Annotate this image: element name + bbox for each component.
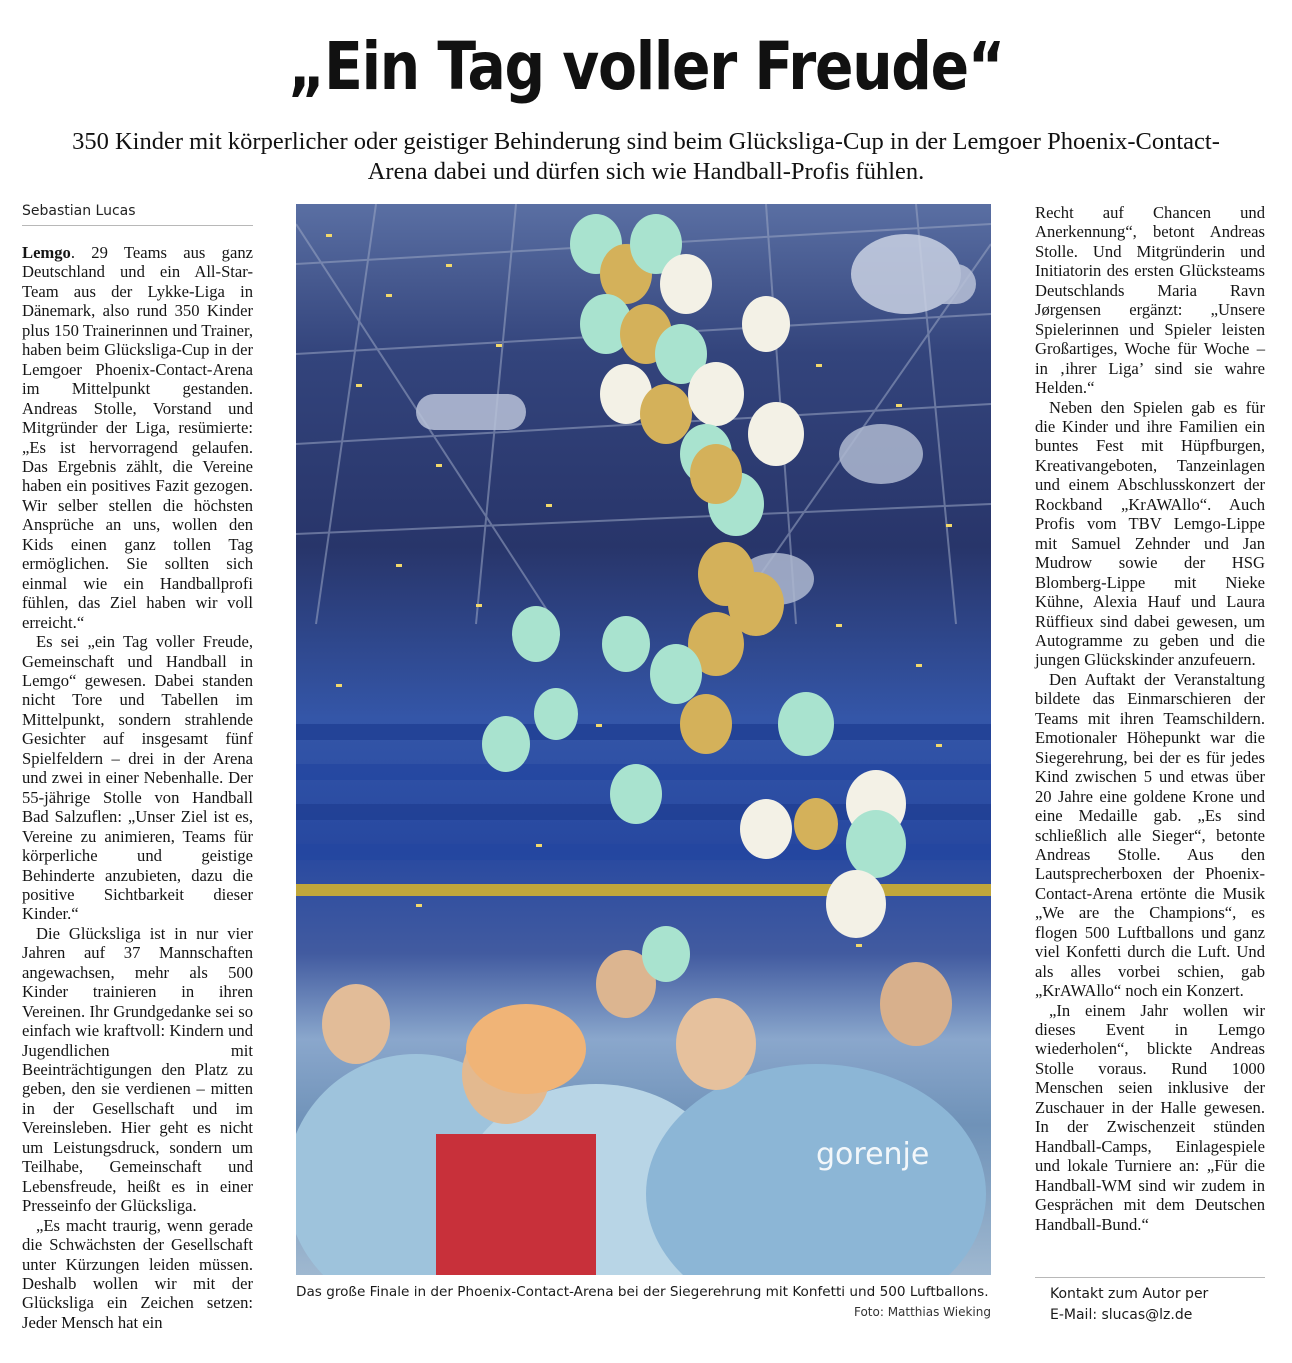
subheadline: 350 Kinder mit körperlicher oder geistiger Behinderung sind beim Glücksliga-Cup in der Lemgoer Phoenix-Contact-Arena dabei und dürfen sich wie Handball-Profis fühlen. — [72, 128, 1220, 185]
contact-divider — [1035, 1277, 1265, 1278]
article-paragraph: Die Glücksliga ist in nur vier Jahren auf 37 Mannschaften angewachsen, mehr als 500 Kinder trainieren in ihren Vereinen. Ihr Grundgedanke sei so einfach wie kraftvoll: Kindern und Jugendlichen mit Beeinträchtigungen den Platz zu geben, den sie verdienen – mitten in der Gesellschaft und im Vereinsleben. Hier geht es nicht um Leistungsdruck, sondern um Teilhabe, Gemeinschaft und Lebensfreude, heißt es in einer Presseinfo der Glücksliga. — [22, 923, 253, 1216]
article-paragraph: Neben den Spielen gab es für die Kinder und ihre Familien ein buntes Fest mit Hüpfburgen, Kreativangeboten, Tanzeinlagen und einem Abschlusskonzert der Rockband „KrAWAllo“. Auch Profis vom TBV Lemgo-Lippe mit Samuel Zehnder und Jan Mudrow sowie der HSG Blomberg-Lippe mit Nieke Kühne, Alexia Hauf und Laura Rüffieux sind dabei gewesen, um Autogramme zu geben und die jungen Glückskinder anzufeuern. — [1035, 397, 1265, 670]
headline: „Ein Tag voller Freude“ — [288, 28, 1004, 105]
dateline: Lemgo — [22, 243, 71, 262]
article-paragraph: Es sei „ein Tag voller Freude, Gemeinschaft und Handball in Lemgo“ gewesen. Dabei standen nicht Tore und Tabellen im Mittelpunkt, sondern strahlende Gesichter auf insgesamt fünf Spielfeldern – drei in der Arena und zwei in einer Nebenhalle. Der 55-jährige Stolle von Handball Bad Salzuflen: „Unser Ziel ist es, Vereine zu animieren, Teams für körperliche und geistige Behinderte anzubieten, dazu die positive Sichtbarkeit dieser Kinder.“ — [22, 632, 253, 924]
contact-email[interactable]: E-Mail: slucas@lz.de — [1050, 1307, 1193, 1323]
article-paragraph: „Es macht traurig, wenn gerade die Schwächsten der Gesellschaft unter Kürzungen leiden müssen. Deshalb wollen wir mit der Glücksliga ein Zeichen setzen: Jeder Mensch hat ein — [22, 1215, 253, 1332]
article-paragraph: „In einem Jahr wollen wir dieses Event in Lemgo wiederholen“, blickte Andreas Stolle voraus. Rund 1000 Menschen seien inklusive der Zuschauer in der Halle gewesen. In der Zwischenzeit stünden Handball-Camps, Einlagespiele und lokale Turniere an: „Für die Handball-WM sind wir zudem in Gesprächen mit dem Deutschen Handball-Bund.“ — [1035, 1000, 1265, 1234]
author-contact — [1050, 1284, 1265, 1326]
article-paragraph: Den Auftakt der Veranstaltung bildete das Einmarschieren der Teams mit ihren Teamschildern. Emotionaler Höhepunkt war die Siegerehrung, bei der es für jedes Kind zwischen 5 und etwas über 20 Jahre eine goldene Krone und eine Medaille gab. „Es sind schließlich alle Sieger“, betonte Andreas Stolle. Aus den Lautsprecherboxen der Phoenix-Contact-Arena ertönte die Musik „We are the Champions“, es flogen 500 Luftballons und ganz viel Konfetti durch die Luft. Und als alles vorbei schien, gab „KrAWAllo“ noch ein Konzert. — [1035, 669, 1265, 1001]
author-byline: Sebastian Lucas — [22, 203, 253, 226]
contact-label: Kontakt zum Autor per — [1050, 1286, 1209, 1302]
article-paragraph: Recht auf Chancen und Anerkennung“, betont Andreas Stolle. Und Mitgründerin und Initiatorin des ersten Glücksteams Deutschlands Maria Ravn Jørgensen ergänzt: „Unsere Spielerinnen und Spieler leisten Großartiges, Woche für Woche – in ‚ihrer Liga’ sind sie wahre Helden.“ — [1035, 203, 1265, 398]
photo-caption: Das große Finale in der Phoenix-Contact-Arena bei der Siegerehrung mit Konfetti und 500 Luftballons. — [296, 1284, 989, 1300]
article-photo — [296, 204, 991, 1275]
article-column-right — [1035, 203, 1265, 1234]
photo-credit: Foto: Matthias Wieking — [853, 1305, 991, 1319]
shirt-text: gorenje — [816, 1137, 930, 1172]
photo-illustration — [296, 204, 991, 1275]
article-paragraph: Lemgo. 29 Teams aus ganz Deutschland und ein All-Star-Team aus der Lykke-Liga in Dänemark, also rund 350 Kinder plus 150 Trainerinnen und Trainer, haben beim Glücksliga-Cup in der Lemgoer Phoenix-Contact-Arena im Mittelpunkt gestanden. Andreas Stolle, Vorstand und Mitgründer der Liga, resümierte: „Es ist hervorragend gelaufen. Das Ergebnis zählt, die Vereine haben ein positives Fazit gezogen. Wir selber stellen die höchsten Ansprüche an uns, wollen den Kids einen ganz tollen Tag ermöglichen. Sie sollten sich einmal wie ein Handballprofi fühlen, das Ziel haben wir voll erreicht.“ — [22, 243, 253, 632]
article-column-left — [22, 243, 253, 1332]
